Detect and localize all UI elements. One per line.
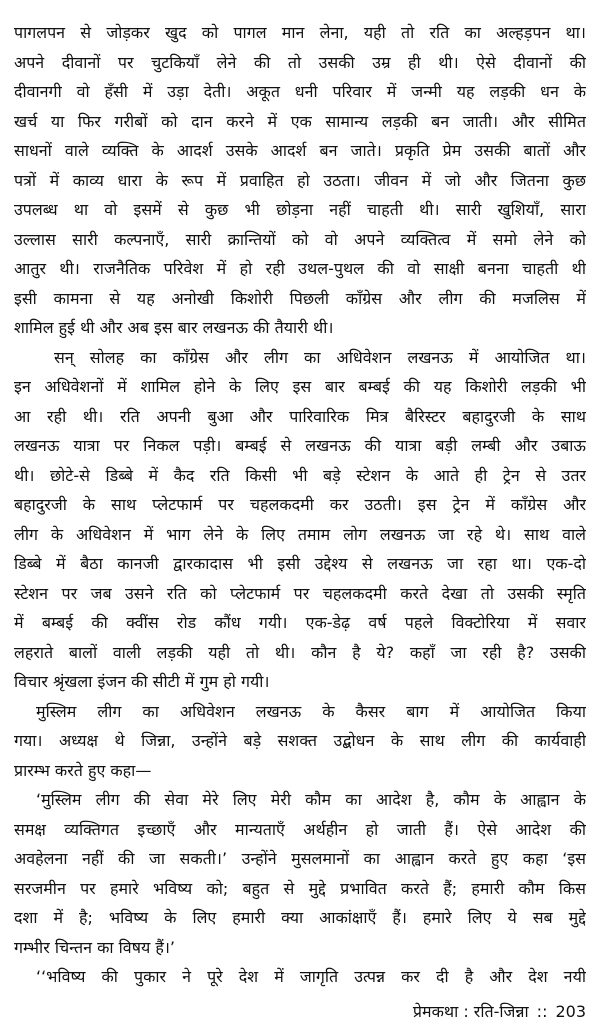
text-line: स्टेशन पर जब उसने रति को प्लेटफार्म पर चहलकदमी करते देखा तो उसकी स्मृति [14,583,586,603]
text-line: साधनों वाले व्यक्ति के आदर्श उसके आदर्श बन जाते। प्रकृति प्रेम उसकी बातों और [14,141,586,160]
text-line: लीग के अधिवेशन में भाग लेने के लिए तमाम लोग लखनऊ जा रहे थे। साथ वाले [14,524,586,544]
text-line: शामिल हुई थी और अब इस बार लखनऊ की तैयारी थी। [14,318,334,337]
text-line: बहादुरजी के साथ प्लेटफार्म पर चहलकदमी कर उठती। इस ट्रेन में काँग्रेस और [14,495,586,514]
text-line: सरजमीन पर हमारे भविष्य को; बहुत से मुद्दे प्रभावित करते हैं; हमारी कौम किस [14,878,586,898]
text-line: दीवानगी वो हँसी में उड़ा देती। अकूत धनी परिवार में जन्मी यह लड़की धन के [14,82,586,101]
text-line: उपलब्ध था वो इसमें से कुछ भी छोड़ना नहीं चाहती थी। सारी खुशियाँ, सारा [14,200,586,219]
text-line: पागलपन से जोड़कर खुद को पागल मान लेना, यही तो रति का अल्हड़पन था। [14,23,586,42]
paragraph-4-quote [14,785,586,962]
text-line: दशा में है; भविष्य के लिए हमारी क्या आकांक्षाएँ हैं। हमारे लिए ये सब मुद्दे [14,908,586,927]
text-line: लहराते बालों वाली लड़की यही तो थी। कौन है ये? कहाँ जा रही है? उसकी [14,642,586,662]
text-line: अपने दीवानों पर चुटकियाँ लेने की तो उसकी उम्र ही थी। ऐसे दीवानों की [14,52,586,72]
text-line: गम्भीर चिन्तन का विषय हैं।’ [14,937,175,957]
text-line: आ रही थी। रति अपनी बुआ और पारिवारिक मित्र बैरिस्टर बहादुरजी के साथ [14,406,586,426]
text-line: पत्रों में काव्य धारा के रूप में प्रवाहित हो उठता। जीवन में जो और जितना कुछ [14,170,586,190]
text-line: ‘‘भविष्य की पुकार ने पूरे देश में जागृति उत्पन्न कर दी है और देश नयी [36,967,586,986]
text-line: समक्ष व्यक्तिगत इच्छाएँ और मान्यताएँ अर्थहीन हो जाती हैं। ऐसे आदेश की [14,819,586,839]
text-line: विचार श्रृंखला इंजन की सीटी में गुम हो गयी। [14,672,270,691]
book-title: प्रेमकथा : रति-जिन्ना [412,1002,529,1021]
paragraph-5 [14,962,586,992]
paragraph-1 [14,18,586,343]
page-number: 203 [555,1002,586,1021]
text-line: इन अधिवेशनों में शामिल होने के लिए इस बार बम्बई की यह किशोरी लड़की भी [14,377,586,396]
text-line: ‘मुस्लिम लीग की सेवा मेरे लिए मेरी कौम का आदेश है, कौम के आह्वान के [36,790,586,809]
text-line: अवहेलना नहीं की जा सकती।’ उन्होंने मुसलमानों का आह्वान करते हुए कहा ‘इस [14,849,586,868]
footer-separator: :: [536,1002,548,1021]
text-line: प्रारम्भ करते हुए कहा— [14,760,152,780]
text-line: में बम्बई की क्वींस रोड कौंध गयी। एक-डेढ़ वर्ष पहले विक्टोरिया में सवार [14,613,586,632]
paragraph-2 [14,343,586,697]
text-line: आतुर थी। राजनैतिक परिवेश में हो रही उथल-पुथल की वो साक्षी बनना चाहती थी [14,259,586,278]
text-line: थी। छोटे-से डिब्बे में कैद रति किसी भी बड़े स्टेशन के आते ही ट्रेन से उतर [14,465,586,485]
page-footer [413,1000,586,1024]
text-line: उल्लास सारी कल्पनाएँ, सारी क्रान्तियों को वो अपने व्यक्तित्व में समो लेने को [14,229,586,249]
text-line: खर्च या फिर गरीबों को दान करने में एक सामान्य लड़की बन जाती। और सीमित [14,111,586,131]
text-line: लखनऊ यात्रा पर निकल पड़ी। बम्बई से लखनऊ की यात्रा बड़ी लम्बी और उबाऊ [14,436,586,455]
paragraph-3 [14,697,586,786]
text-line: गया। अध्यक्ष थे जिन्ना, उन्होंने बड़े सशक्त उद्बोधन के साथ लीग की कार्यवाही [14,731,586,750]
text-line: डिब्बे में बैठा कानजी द्वारकादास भी इसी उद्देश्य से लखनऊ जा रहा था। एक-दो [14,554,586,573]
text-line: सन् सोलह का काँग्रेस और लीग का अधिवेशन लखनऊ में आयोजित था। [54,347,586,367]
text-line: इसी कामना से यह अनोखी किशोरी पिछली काँग्रेस और लीग की मजलिस में [14,288,586,308]
text-line: मुस्लिम लीग का अधिवेशन लखनऊ के कैसर बाग में आयोजित किया [36,701,586,721]
